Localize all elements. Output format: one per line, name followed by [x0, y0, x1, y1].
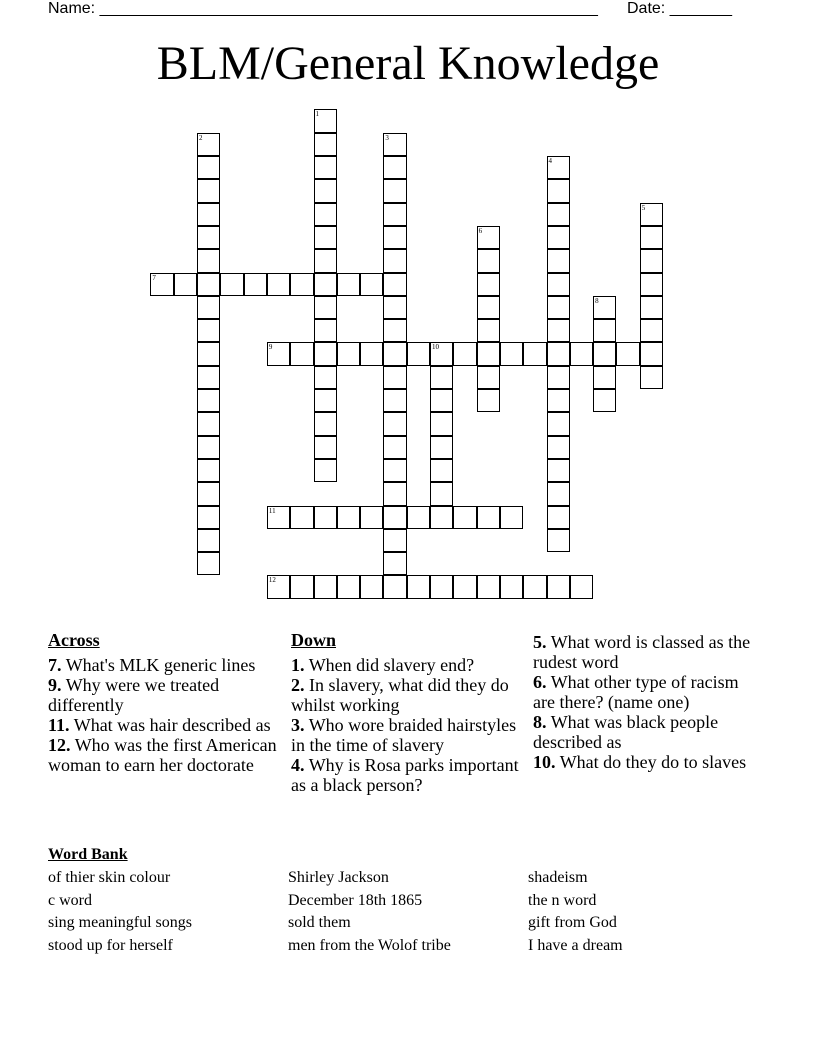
grid-cell[interactable]	[383, 342, 406, 365]
grid-cell[interactable]	[383, 459, 406, 482]
grid-cell[interactable]	[197, 482, 220, 505]
grid-cell[interactable]	[430, 575, 453, 598]
grid-cell[interactable]	[383, 319, 406, 342]
grid-cell[interactable]	[383, 273, 406, 296]
grid-cell[interactable]	[593, 319, 616, 342]
page-title: BLM/General Knowledge	[156, 37, 660, 90]
grid-cell[interactable]	[383, 412, 406, 435]
clue	[533, 632, 753, 672]
clue-number: 8	[595, 296, 599, 305]
grid-cell[interactable]	[267, 506, 290, 529]
grid-cell[interactable]	[407, 342, 430, 365]
down-clues-continued	[533, 632, 753, 772]
grid-cell[interactable]	[547, 412, 570, 435]
grid-cell[interactable]	[593, 296, 616, 319]
grid-cell[interactable]	[197, 529, 220, 552]
grid-cell[interactable]	[453, 575, 476, 598]
date-field[interactable]: Date: _______	[627, 0, 732, 17]
clue	[48, 655, 288, 675]
clue-text: What other type of racism are there? (name one)	[533, 672, 739, 712]
clue	[48, 715, 288, 735]
grid-cell[interactable]	[314, 389, 337, 412]
grid-cell[interactable]	[314, 436, 337, 459]
grid-cell[interactable]	[547, 506, 570, 529]
grid-cell[interactable]	[197, 459, 220, 482]
grid-cell[interactable]	[197, 436, 220, 459]
grid-cell[interactable]	[314, 226, 337, 249]
grid-cell[interactable]	[593, 342, 616, 365]
grid-cell[interactable]	[593, 389, 616, 412]
grid-cell[interactable]	[500, 506, 523, 529]
grid-cell[interactable]	[314, 109, 337, 132]
grid-cell[interactable]	[547, 179, 570, 202]
grid-cell[interactable]	[197, 366, 220, 389]
grid-cell[interactable]	[430, 436, 453, 459]
grid-cell[interactable]	[197, 319, 220, 342]
grid-cell[interactable]	[523, 575, 546, 598]
grid-cell[interactable]	[547, 249, 570, 272]
grid-cell[interactable]	[383, 249, 406, 272]
grid-cell[interactable]	[547, 459, 570, 482]
clue-number: 1	[315, 110, 319, 119]
grid-cell[interactable]	[174, 273, 197, 296]
grid-cell[interactable]	[547, 366, 570, 389]
clue-text: Who wore braided hairstyles in the time of slavery	[291, 715, 517, 755]
clue-number: 10	[432, 343, 439, 352]
clue	[291, 715, 531, 755]
grid-cell[interactable]	[290, 506, 313, 529]
clue	[291, 655, 531, 675]
clue-text: In slavery, what did they do whilst working	[291, 675, 509, 715]
grid-cell[interactable]	[314, 459, 337, 482]
clue-text: When did slavery end?	[308, 655, 475, 675]
grid-cell[interactable]	[477, 389, 500, 412]
grid-cell[interactable]	[640, 273, 663, 296]
grid-cell[interactable]	[197, 296, 220, 319]
clue	[291, 755, 531, 795]
clue-number: 2.	[291, 675, 305, 695]
grid-cell[interactable]	[430, 459, 453, 482]
down-clues	[291, 630, 531, 795]
grid-cell[interactable]	[430, 482, 453, 505]
clue-number: 1.	[291, 655, 305, 675]
grid-cell[interactable]	[360, 342, 383, 365]
clue-number: 10.	[533, 752, 556, 772]
grid-cell[interactable]	[477, 226, 500, 249]
grid-cell[interactable]	[314, 156, 337, 179]
grid-cell[interactable]	[314, 133, 337, 156]
grid-cell[interactable]	[407, 575, 430, 598]
grid-cell[interactable]	[477, 366, 500, 389]
clue	[533, 712, 753, 752]
grid-cell[interactable]	[197, 342, 220, 365]
clue-text: What was black people described as	[533, 712, 719, 752]
grid-cell[interactable]	[267, 575, 290, 598]
grid-cell[interactable]	[453, 342, 476, 365]
grid-cell[interactable]	[314, 506, 337, 529]
clue-number: 3.	[291, 715, 305, 735]
grid-cell[interactable]	[430, 342, 453, 365]
grid-cell[interactable]	[570, 342, 593, 365]
grid-cell[interactable]	[383, 179, 406, 202]
grid-cell[interactable]	[407, 506, 430, 529]
grid-cell[interactable]	[197, 156, 220, 179]
grid-cell[interactable]	[500, 575, 523, 598]
grid-cell[interactable]	[314, 342, 337, 365]
grid-cell[interactable]	[314, 273, 337, 296]
clue-text: What do they do to slaves	[559, 752, 747, 772]
grid-cell[interactable]	[383, 552, 406, 575]
grid-cell[interactable]	[360, 575, 383, 598]
grid-cell[interactable]	[547, 156, 570, 179]
grid-cell[interactable]	[197, 203, 220, 226]
clue-number: 8.	[533, 712, 547, 732]
clue-text: Why were we treated differently	[48, 675, 220, 715]
clue-number: 6	[478, 226, 483, 235]
grid-cell[interactable]	[523, 342, 546, 365]
clue-number: 9.	[48, 675, 62, 695]
grid-cell[interactable]	[197, 249, 220, 272]
grid-cell[interactable]	[197, 179, 220, 202]
grid-cell[interactable]	[267, 342, 290, 365]
clue-number: 12.	[48, 735, 71, 755]
grid-cell[interactable]	[197, 506, 220, 529]
grid-cell[interactable]	[430, 506, 453, 529]
grid-cell[interactable]	[453, 506, 476, 529]
clue	[291, 675, 531, 715]
clue-number: 5	[641, 203, 646, 212]
grid-cell[interactable]	[383, 389, 406, 412]
grid-cell[interactable]	[640, 296, 663, 319]
grid-cell[interactable]	[360, 506, 383, 529]
clue-number: 7	[152, 273, 156, 282]
grid-cell[interactable]	[314, 179, 337, 202]
grid-cell[interactable]	[337, 506, 360, 529]
grid-cell[interactable]	[570, 575, 593, 598]
clue-text: Why is Rosa parks important as a black person?	[291, 755, 519, 795]
grid-cell[interactable]	[547, 389, 570, 412]
grid-cell[interactable]	[477, 296, 500, 319]
word-bank-item: gift from God	[528, 914, 617, 931]
word-bank-item: c word	[48, 892, 92, 909]
grid-cell[interactable]	[314, 366, 337, 389]
grid-cell[interactable]	[267, 273, 290, 296]
word-bank-item: I have a dream	[528, 937, 623, 954]
word-bank-item: of thier skin colour	[48, 869, 171, 886]
grid-cell[interactable]	[430, 412, 453, 435]
grid-cell[interactable]	[593, 366, 616, 389]
grid-cell[interactable]	[197, 552, 220, 575]
clue-text: What word is classed as the rudest word	[533, 632, 751, 672]
clue	[533, 752, 753, 772]
grid-cell[interactable]	[547, 226, 570, 249]
clue	[48, 735, 288, 775]
grid-cell[interactable]	[477, 249, 500, 272]
grid-cell[interactable]	[430, 366, 453, 389]
clue-number: 7.	[48, 655, 62, 675]
grid-cell[interactable]	[337, 273, 360, 296]
clue-number: 5.	[533, 632, 547, 652]
clue-number: 12	[268, 576, 276, 585]
grid-cell[interactable]	[314, 412, 337, 435]
word-bank-item: sold them	[288, 914, 351, 931]
grid-cell[interactable]	[197, 226, 220, 249]
grid-cell[interactable]	[197, 389, 220, 412]
grid-cell[interactable]	[547, 575, 570, 598]
grid-cell[interactable]	[290, 342, 313, 365]
grid-cell[interactable]	[197, 273, 220, 296]
word-bank-item: Shirley Jackson	[288, 869, 389, 886]
clue	[48, 675, 288, 715]
grid-cell[interactable]	[314, 203, 337, 226]
grid-cell[interactable]	[150, 273, 173, 296]
grid-cell[interactable]	[290, 575, 313, 598]
grid-cell[interactable]	[477, 319, 500, 342]
word-bank-item: the n word	[528, 892, 597, 909]
word-bank-item: sing meaningful songs	[48, 914, 192, 931]
grid-cell[interactable]	[477, 273, 500, 296]
grid-cell[interactable]	[547, 203, 570, 226]
grid-cell[interactable]	[337, 575, 360, 598]
across-heading: Across	[48, 630, 100, 650]
word-bank-item: stood up for herself	[48, 937, 173, 954]
grid-cell[interactable]	[640, 366, 663, 389]
grid-cell[interactable]	[314, 575, 337, 598]
grid-cell[interactable]	[640, 319, 663, 342]
grid-cell[interactable]	[547, 296, 570, 319]
across-clues	[48, 630, 288, 775]
grid-cell[interactable]	[220, 273, 243, 296]
grid-cell[interactable]	[547, 319, 570, 342]
word-bank-item: shadeism	[528, 869, 588, 886]
clue-number: 4.	[291, 755, 305, 775]
grid-cell[interactable]	[383, 226, 406, 249]
grid-cell[interactable]	[383, 156, 406, 179]
grid-cell[interactable]	[383, 506, 406, 529]
name-field[interactable]: Name: ________________________________________________________	[48, 0, 598, 17]
grid-cell[interactable]	[383, 296, 406, 319]
grid-cell[interactable]	[616, 342, 639, 365]
grid-cell[interactable]	[197, 133, 220, 156]
grid-cell[interactable]	[477, 506, 500, 529]
clue-number: 11	[268, 506, 276, 515]
grid-cell[interactable]	[547, 436, 570, 459]
grid-cell[interactable]	[337, 342, 360, 365]
grid-cell[interactable]	[244, 273, 267, 296]
grid-cell[interactable]	[640, 342, 663, 365]
clue-text: Who was the first American woman to earn her doctorate	[48, 735, 277, 775]
clue-number: 11.	[48, 715, 70, 735]
word-bank-heading: Word Bank	[48, 846, 128, 863]
grid-cell[interactable]	[383, 529, 406, 552]
clue-text: What's MLK generic lines	[65, 655, 256, 675]
grid-cell[interactable]	[314, 296, 337, 319]
grid-cell[interactable]	[477, 575, 500, 598]
word-bank-item: December 18th 1865	[288, 892, 423, 909]
grid-cell[interactable]	[547, 482, 570, 505]
clue-number: 9	[268, 343, 273, 352]
grid-cell[interactable]	[477, 342, 500, 365]
grid-cell[interactable]	[383, 436, 406, 459]
grid-cell[interactable]	[547, 342, 570, 365]
grid-cell[interactable]	[314, 249, 337, 272]
grid-cell[interactable]	[383, 203, 406, 226]
grid-cell[interactable]	[547, 273, 570, 296]
word-bank-item: men from the Wolof tribe	[288, 937, 451, 954]
grid-cell[interactable]	[360, 273, 383, 296]
clue	[533, 672, 753, 712]
grid-cell[interactable]	[290, 273, 313, 296]
grid-cell[interactable]	[640, 226, 663, 249]
clue-number: 4	[548, 157, 552, 165]
grid-cell[interactable]	[197, 412, 220, 435]
grid-cell[interactable]	[383, 133, 406, 156]
grid-cell[interactable]	[640, 249, 663, 272]
clue-text: What was hair described as	[73, 715, 271, 735]
clue-number: 6.	[533, 672, 547, 692]
down-heading: Down	[291, 630, 337, 650]
grid-cell[interactable]	[314, 319, 337, 342]
grid-cell[interactable]	[383, 575, 406, 598]
grid-cell[interactable]	[383, 482, 406, 505]
clue-number: 3	[385, 133, 389, 142]
grid-cell[interactable]	[547, 529, 570, 552]
clue-number: 2	[199, 133, 203, 142]
grid-cell[interactable]	[430, 389, 453, 412]
grid-cell[interactable]	[640, 203, 663, 226]
grid-cell[interactable]	[500, 342, 523, 365]
grid-cell[interactable]	[383, 366, 406, 389]
